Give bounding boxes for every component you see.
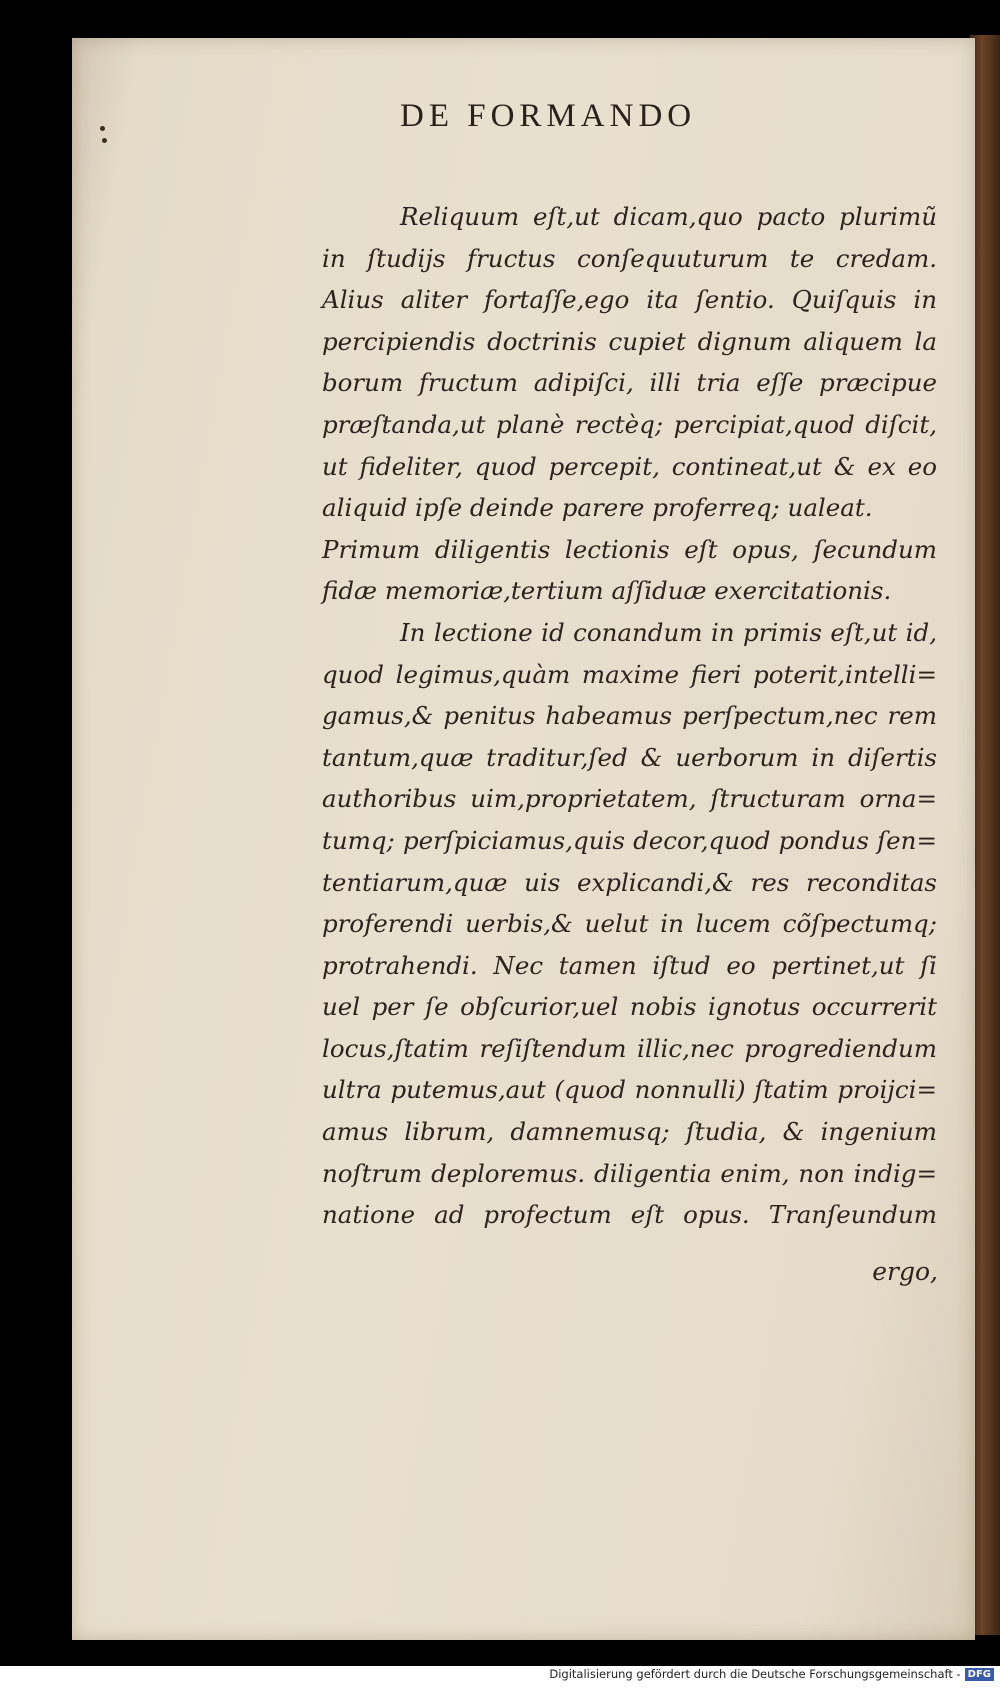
text-line: in ſtudijs fructus conſequuturum te credam. bbox=[322, 243, 937, 273]
stain-mark bbox=[102, 138, 107, 143]
text-line: proferendi uerbis,& uelut in lucem cõſpectumq; bbox=[322, 909, 937, 939]
dfg-logo: DFG bbox=[965, 1668, 994, 1681]
text-line: authoribus uim,proprietatem, ſtructuram orna= bbox=[322, 784, 937, 814]
credit-text: Digitalisierung gefördert durch die Deutsche Forschungsgemeinschaft - bbox=[549, 1667, 961, 1681]
text-line: Reliquum eſt,ut dicam,quo pacto plurimũ bbox=[400, 202, 937, 231]
stain-mark bbox=[100, 126, 105, 131]
text-line: locus,ſtatim reſiſtendum illic,nec progrediendum bbox=[322, 1033, 937, 1063]
text-line: gamus,& penitus habeamus perſpectum,nec rem bbox=[322, 701, 937, 731]
text-line: In lectione id conandum in primis eſt,ut id, bbox=[400, 617, 937, 647]
text-line: præſtanda,ut planè rectèq; percipiat,quod diſcit, bbox=[322, 409, 937, 439]
text-line: ultra putemus,aut (quod nonnulli) ſtatim proijci= bbox=[322, 1075, 937, 1105]
text-line: quod legimus,quàm maxime fieri poterit,intelli= bbox=[322, 659, 937, 689]
text-line: noſtrum deploremus. diligentia enim, non indig= bbox=[322, 1158, 937, 1188]
text-line: tentiarum,quæ uis explicandi,& res reconditas bbox=[322, 867, 937, 897]
text-line: tantum,quæ traditur,ſed & uerborum in diſertis bbox=[322, 742, 937, 772]
text-line: tumq; perſpiciamus,quis decor,quod pondus ſen= bbox=[322, 825, 937, 855]
running-head: DE FORMANDO bbox=[400, 98, 697, 134]
text-line: protrahendi. Nec tamen iſtud eo pertinet,ut ſi bbox=[322, 950, 937, 980]
text-line: Primum diligentis lectionis eſt opus, ſecundum bbox=[322, 534, 937, 564]
text-line: natione ad profectum eſt opus. Tranſeundum bbox=[322, 1200, 937, 1230]
digitization-credit bbox=[0, 1667, 994, 1681]
text-line: fidæ memoriæ,tertium aſſiduæ exercitationis. bbox=[322, 576, 892, 606]
text-block bbox=[322, 196, 937, 1236]
text-line: uel per ſe obſcurior,uel nobis ignotus occurrerit bbox=[322, 992, 937, 1022]
text-line: aliquid ipſe deinde parere proferreq; ualeat. bbox=[322, 493, 873, 523]
catchword: ergo, bbox=[872, 1257, 938, 1286]
text-line: borum fructum adipiſci, illi tria eſſe præcipue bbox=[322, 368, 937, 398]
text-line: percipiendis doctrinis cupiet dignum aliquem la bbox=[322, 326, 937, 356]
text-line: amus librum, damnemusq; ſtudia, & ingenium bbox=[322, 1117, 937, 1147]
text-line: Alius aliter fortaſſe,ego ita ſentio. Quiſquis in bbox=[322, 285, 937, 315]
text-line: ut fideliter, quod percepit, contineat,ut & ex eo bbox=[322, 451, 937, 481]
